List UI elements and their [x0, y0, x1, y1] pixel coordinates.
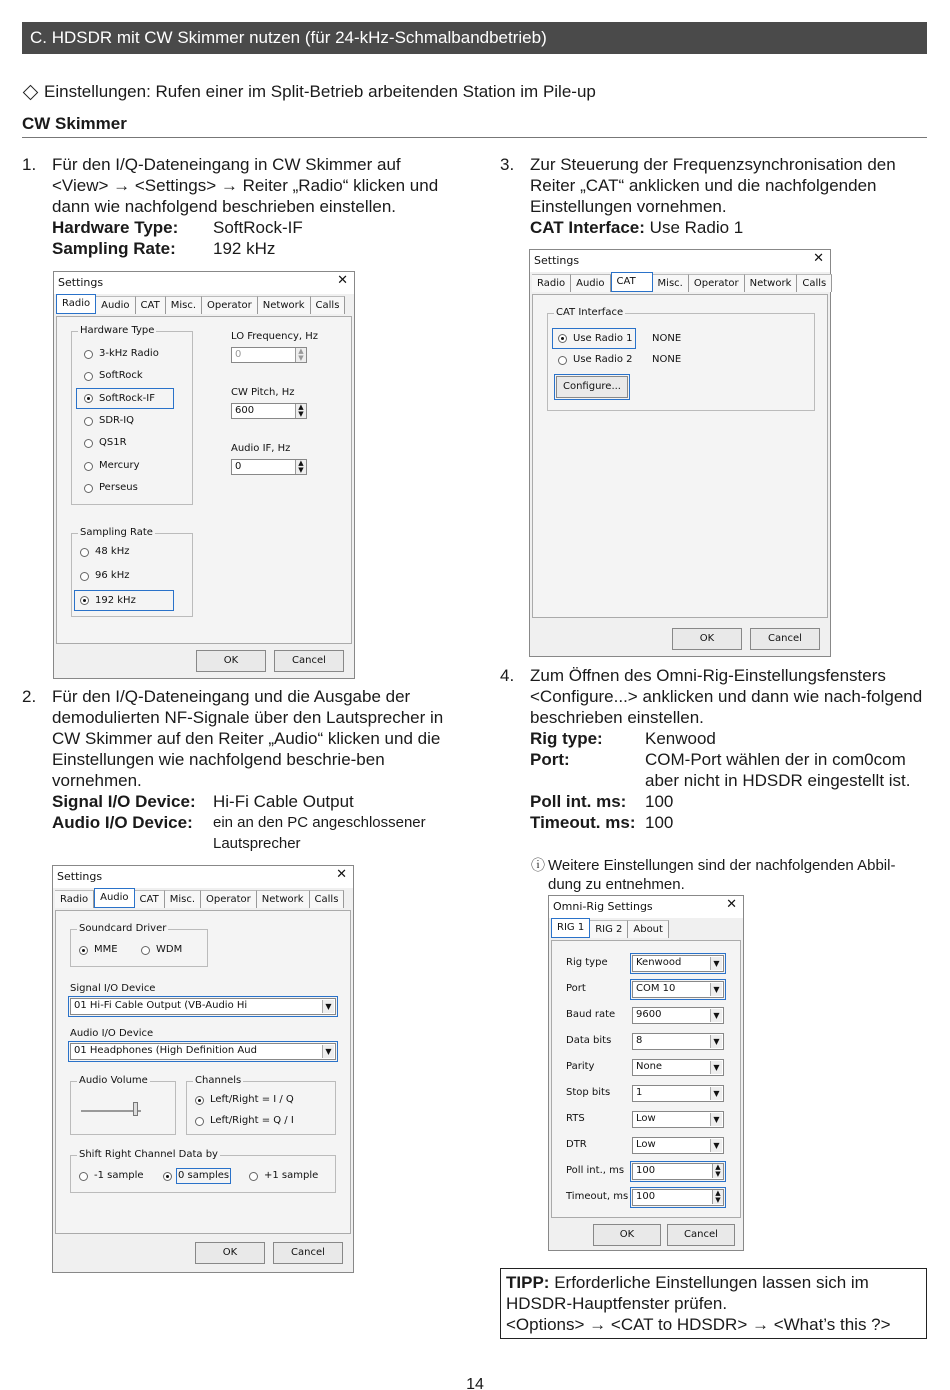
tab-operator[interactable]: Operator [201, 890, 257, 908]
step-number: 1. [22, 155, 37, 174]
step-number: 3. [500, 155, 515, 174]
value-timeout: 100 [645, 813, 674, 832]
value-audio-io: ein an den PC angeschlossener Lautsprecher [213, 814, 426, 852]
tip-box [500, 1268, 927, 1339]
radio-button[interactable] [84, 484, 93, 493]
spinner-icon[interactable]: ▲ ▼ [295, 460, 306, 474]
field-value: 100 [636, 1191, 656, 1202]
tip-path: <Options> → <CAT to HDSDR> → <What’s this ?> [506, 1315, 891, 1334]
rig-type-select[interactable] [632, 955, 724, 972]
option-label: Left/Right = Q / I [210, 1115, 294, 1126]
radio-button-selected[interactable] [163, 1172, 172, 1181]
group-label: Channels [195, 1075, 242, 1086]
cancel-button[interactable]: Cancel [274, 650, 344, 672]
row-label: Poll int., ms [566, 1165, 625, 1176]
cancel-button[interactable]: Cancel [273, 1242, 343, 1264]
chevron-down-icon[interactable]: ▼ [322, 1000, 334, 1013]
close-icon[interactable]: ✕ [337, 273, 348, 288]
tab-rig1[interactable]: RIG 1 [551, 918, 590, 938]
tab-misc[interactable]: Misc. [166, 296, 202, 314]
label-rig-type: Rig type: [530, 729, 603, 748]
close-icon[interactable]: ✕ [726, 897, 737, 912]
option-label: SoftRock [99, 370, 143, 381]
signal-device-label: Signal I/O Device [70, 983, 156, 994]
select-value: None [636, 1061, 663, 1072]
row-label: Timeout, ms [566, 1191, 629, 1202]
step-text: Für den I/Q-Dateneingang in CW Skimmer auf <View> → <Settings> → Reiter „Radio“ klicken und dann wie nachfolgend beschrieben einstellen. [52, 155, 439, 216]
audio-volume-group [70, 1075, 176, 1135]
audio-if-label: Audio IF, Hz [231, 443, 291, 454]
step-number: 2. [22, 687, 37, 706]
value-port: COM-Port wählen der in com0com aber nicht in HDSDR eingestellt ist. [645, 750, 911, 790]
spinner-icon[interactable]: ▲ ▼ [712, 1164, 723, 1178]
step-2 [22, 686, 442, 856]
field-value: 100 [636, 1165, 656, 1176]
ok-button[interactable]: OK [196, 650, 266, 672]
tab-calls[interactable]: Calls [797, 274, 832, 292]
section-header: C. HDSDR mit CW Skimmer nutzen (für 24-kHz-Schmalbandbetrieb) [22, 22, 927, 54]
radio-1-value: NONE [652, 333, 682, 344]
option-label: 48 kHz [95, 546, 130, 557]
cw-pitch-field[interactable] [231, 403, 307, 419]
tab-radio[interactable]: Radio [532, 274, 571, 292]
ok-button[interactable]: OK [672, 628, 742, 650]
tab-calls[interactable]: Calls [311, 296, 346, 314]
select-value: Low [636, 1113, 656, 1124]
option-label: Perseus [99, 482, 138, 493]
row-label: Rig type [566, 957, 608, 968]
spinner-icon[interactable]: ▲ ▼ [295, 348, 306, 362]
poll-int-field[interactable] [632, 1163, 724, 1180]
label-audio-io: Audio I/O Device: [52, 813, 193, 832]
field-value: 0 [235, 349, 242, 360]
option-label: Use Radio 2 [573, 354, 633, 365]
tip-label: TIPP: [506, 1273, 550, 1292]
option-label: QS1R [99, 437, 127, 448]
option-label: Mercury [99, 460, 140, 471]
option-label: MME [94, 944, 118, 955]
tab-calls[interactable]: Calls [310, 890, 345, 908]
tip-text: Erforderliche Einstellungen lassen sich im HDSDR-Hauptfenster prüfen. [506, 1273, 869, 1313]
shift-channel-group [70, 1149, 336, 1193]
omni-rig-window [548, 895, 744, 1251]
volume-slider-handle[interactable] [133, 1102, 138, 1116]
cancel-button[interactable]: Cancel [750, 628, 820, 650]
parity-select[interactable] [632, 1059, 724, 1076]
value-sampling-rate: 192 kHz [213, 239, 276, 258]
value-hardware-type: SoftRock-IF [213, 218, 303, 237]
port-select[interactable] [632, 981, 724, 998]
dtr-select[interactable] [632, 1137, 724, 1154]
tab-network[interactable]: Network [745, 274, 798, 292]
field-value: 600 [235, 405, 255, 416]
radio-button[interactable] [84, 462, 93, 471]
value-signal-io: Hi-Fi Cable Output [213, 792, 354, 811]
tab-audio[interactable]: Audio [94, 888, 134, 908]
radio-button-selected[interactable] [558, 334, 567, 343]
row-label: Baud rate [566, 1009, 616, 1020]
tab-misc[interactable]: Misc. [165, 890, 201, 908]
tab-bar [551, 920, 669, 940]
chevron-down-icon[interactable]: ▼ [710, 957, 722, 970]
channels-group [186, 1075, 336, 1135]
rts-select[interactable] [632, 1111, 724, 1128]
option-label: 3-kHz Radio [99, 348, 159, 359]
radio-button[interactable] [84, 350, 93, 359]
radio-2-value: NONE [652, 354, 682, 365]
row-label: Data bits [566, 1035, 612, 1046]
hardware-type-group [71, 325, 193, 505]
row-label: DTR [566, 1139, 587, 1150]
soundcard-driver-group [70, 923, 208, 967]
tab-bar [55, 890, 344, 910]
radio-button[interactable] [84, 372, 93, 381]
tab-cat[interactable]: CAT [136, 296, 166, 314]
spinner-icon[interactable]: ▲ ▼ [295, 404, 306, 418]
select-value: Low [636, 1139, 656, 1150]
label-cat-interface: CAT Interface: [530, 218, 645, 237]
cw-pitch-label: CW Pitch, Hz [231, 387, 295, 398]
window-title: Settings [58, 276, 104, 289]
close-icon[interactable]: ✕ [813, 251, 824, 266]
select-value: 8 [636, 1035, 643, 1046]
chevron-down-icon[interactable]: ▼ [322, 1045, 334, 1058]
field-value: 0 [235, 461, 242, 472]
note-text: Weitere Einstellungen sind der nachfolgenden Abbil-dung zu entnehmen. [548, 857, 896, 893]
label-sampling-rate: Sampling Rate: [52, 239, 176, 258]
radio-button[interactable] [79, 1172, 88, 1181]
subheading: Einstellungen: Rufen einer im Split-Betrieb arbeitenden Station im Pile-up [22, 81, 596, 102]
window-title: Settings [57, 870, 103, 883]
group-label: CAT Interface [556, 307, 624, 318]
window-title: Omni-Rig Settings [553, 900, 653, 913]
step-3 [500, 154, 930, 244]
option-label: 192 kHz [95, 594, 136, 606]
tab-network[interactable]: Network [258, 296, 311, 314]
label-hardware-type: Hardware Type: [52, 218, 179, 237]
tab-operator[interactable]: Operator [689, 274, 745, 292]
step-1 [22, 154, 442, 264]
timeout-field[interactable] [632, 1189, 724, 1206]
step-4 [500, 665, 930, 840]
value-poll: 100 [645, 792, 674, 811]
option-label: -1 sample [94, 1170, 144, 1181]
radio-button[interactable] [80, 572, 89, 581]
info-icon: ⓘ [531, 857, 545, 873]
configure-button[interactable]: Configure... [556, 376, 628, 398]
data-bits-select[interactable] [632, 1033, 724, 1050]
tab-misc[interactable]: Misc. [653, 274, 689, 292]
radio-button-selected[interactable] [195, 1096, 204, 1105]
label-port: Port: [530, 750, 570, 769]
option-label: SoftRock-IF [99, 392, 155, 404]
tab-about[interactable]: About [628, 920, 669, 938]
volume-slider-track [81, 1110, 141, 1112]
radio-button[interactable] [80, 548, 89, 557]
lo-frequency-field[interactable] [231, 347, 307, 363]
close-icon[interactable]: ✕ [336, 867, 347, 882]
chevron-down-icon[interactable]: ▼ [710, 1035, 722, 1048]
select-value: 1 [636, 1087, 643, 1098]
radio-button-selected[interactable] [80, 596, 89, 605]
info-note [531, 856, 926, 894]
chevron-down-icon[interactable]: ▼ [710, 1009, 722, 1022]
diamond-icon [23, 84, 39, 100]
cat-interface-group [547, 307, 815, 411]
tab-radio[interactable]: Radio [56, 294, 96, 314]
radio-button[interactable] [141, 946, 150, 955]
step-number: 4. [500, 666, 515, 685]
option-label: Left/Right = I / Q [210, 1094, 294, 1105]
select-value: 01 Headphones (High Definition Aud [74, 1045, 257, 1056]
row-label: Stop bits [566, 1087, 611, 1098]
spinner-icon[interactable]: ▲ ▼ [712, 1190, 723, 1204]
option-label: 96 kHz [95, 570, 130, 581]
chevron-down-icon[interactable]: ▼ [710, 1061, 722, 1074]
group-label: Hardware Type [80, 325, 155, 336]
value-cat-interface: Use Radio 1 [649, 218, 744, 237]
audio-if-field[interactable] [231, 459, 307, 475]
row-label: Port [566, 983, 586, 994]
signal-device-select[interactable] [70, 998, 336, 1015]
baud-rate-select[interactable] [632, 1007, 724, 1024]
label-poll: Poll int. ms: [530, 792, 627, 811]
tab-rig2[interactable]: RIG 2 [590, 920, 628, 938]
label-signal-io: Signal I/O Device: [52, 792, 196, 811]
row-label: Parity [566, 1061, 595, 1072]
ok-button[interactable]: OK [195, 1242, 265, 1264]
radio-button-selected[interactable] [84, 394, 93, 403]
sampling-rate-group [71, 527, 193, 617]
step-text: Zum Öffnen des Omni-Rig-Einstellungsfensters <Configure...> anklicken und dann wie nach-folgend beschrieben einstellen. [530, 666, 923, 727]
chevron-down-icon[interactable]: ▼ [710, 983, 722, 996]
window-title: Settings [534, 254, 580, 267]
radio-button[interactable] [195, 1117, 204, 1126]
label-timeout: Timeout. ms: [530, 813, 636, 832]
ok-button[interactable]: OK [593, 1224, 661, 1246]
radio-button[interactable] [84, 417, 93, 426]
option-label: WDM [156, 944, 183, 955]
row-label: RTS [566, 1113, 585, 1124]
select-value: 01 Hi-Fi Cable Output (VB-Audio Hi [74, 1000, 248, 1011]
section-title: CW Skimmer [22, 113, 927, 138]
tab-audio[interactable]: Audio [571, 274, 610, 292]
page-number: 14 [466, 1376, 484, 1390]
step-text: Für den I/Q-Dateneingang und die Ausgabe der demodulierten NF-Signale über den Lautsprecher in CW Skimmer auf den Reiter „Audio“ klicken und die Einstellungen wie nachfolgend beschrie-ben vornehmen. [52, 687, 444, 790]
select-value: COM 10 [636, 983, 676, 994]
settings-window-audio [52, 865, 354, 1273]
option-label: +1 sample [264, 1170, 319, 1181]
step-text: Zur Steuerung der Frequenzsynchronisation den Reiter „CAT“ anklicken und die nachfolgenden Einstellungen vornehmen. [530, 155, 896, 216]
cancel-button[interactable]: Cancel [667, 1224, 735, 1246]
option-label: Use Radio 1 [573, 332, 633, 344]
radio-button[interactable] [249, 1172, 258, 1181]
value-rig-type: Kenwood [645, 729, 716, 748]
group-label: Sampling Rate [80, 527, 153, 538]
radio-button[interactable] [558, 356, 567, 365]
tab-radio[interactable]: Radio [55, 890, 94, 908]
option-label: SDR-IQ [99, 415, 135, 426]
audio-device-label: Audio I/O Device [70, 1028, 154, 1039]
group-label: Audio Volume [79, 1075, 148, 1086]
tab-network[interactable]: Network [257, 890, 310, 908]
select-value: Kenwood [636, 957, 682, 968]
group-label: Soundcard Driver [79, 923, 167, 934]
chevron-down-icon[interactable]: ▼ [710, 1087, 722, 1100]
chevron-down-icon[interactable]: ▼ [710, 1139, 722, 1152]
tab-bar [56, 296, 345, 316]
settings-window-cat [529, 249, 831, 657]
radio-button-selected[interactable] [79, 946, 88, 955]
chevron-down-icon[interactable]: ▼ [710, 1113, 722, 1126]
audio-device-select[interactable] [70, 1043, 336, 1060]
select-value: 9600 [636, 1009, 662, 1020]
group-label: Shift Right Channel Data by [79, 1149, 218, 1160]
tab-bar [532, 274, 832, 294]
tab-cat[interactable]: CAT [135, 890, 165, 908]
option-label: 0 samples [178, 1170, 230, 1181]
tab-audio[interactable]: Audio [96, 296, 135, 314]
lo-frequency-label: LO Frequency, Hz [231, 331, 319, 342]
stop-bits-select[interactable] [632, 1085, 724, 1102]
tab-operator[interactable]: Operator [202, 296, 258, 314]
settings-window-radio [53, 271, 355, 679]
radio-button[interactable] [84, 439, 93, 448]
tab-cat[interactable]: CAT [611, 272, 653, 292]
